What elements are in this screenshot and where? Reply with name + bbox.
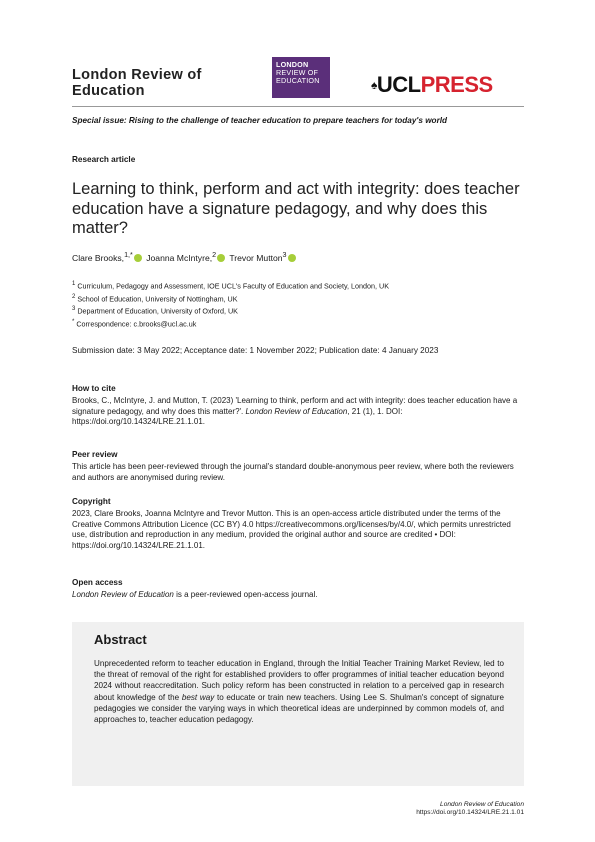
open-access-text: London Review of Education is a peer-reviewed open-access journal.: [72, 590, 318, 599]
author-affiliation-sup: 1,*: [124, 251, 133, 259]
abstract-heading: Abstract: [94, 632, 147, 647]
orcid-icon[interactable]: [217, 254, 225, 262]
orcid-icon[interactable]: [134, 254, 142, 262]
author-affiliation-sup: 3: [282, 251, 287, 259]
author-affiliation-sup: 2: [212, 251, 217, 259]
ucl-press-logo: [371, 73, 493, 97]
how-to-cite-text: Brooks, C., McIntyre, J. and Mutton, T. (2023) 'Learning to think, perform and act with integrity: does teacher education have a signature pedagogy, and why does this matter?'. London Review of Education, 21 (1), 1. DOI: https://doi.org/10.14324/LRE.21.1.01.: [72, 396, 518, 427]
author-name: Trevor Mutton: [229, 252, 283, 263]
journal-name-line1: London Review of: [72, 67, 202, 83]
correspondence[interactable]: * Correspondence: c.brooks@ucl.ac.uk: [72, 318, 197, 329]
article-title: Learning to think, perform and act with integrity: does teacher education have a signature pedagogy, and why does this matter?: [72, 180, 520, 237]
author-list: [72, 251, 298, 263]
lre-logo: [272, 57, 330, 98]
peer-review-text: This article has been peer-reviewed through the journal's standard double-anonymous peer review, where both the reviewers and authors are anonymised during review.: [72, 462, 514, 482]
author-name: Clare Brooks,: [72, 252, 125, 263]
lre-logo-line3: EDUCATION: [276, 76, 320, 85]
affiliation-item: $^1$ Curriculum, Pedagogy and Assessment, IOE UCL's Faculty of Education and Society, London, UK: [72, 281, 389, 291]
journal-title-italic: London Review of Education: [245, 406, 348, 416]
ucl-press-logo-press: PRESS: [420, 72, 493, 97]
journal-name-line2: Education: [72, 83, 145, 99]
affiliations: [72, 279, 389, 329]
journal-title-italic: London Review of Education: [72, 590, 174, 599]
copyright-heading: Copyright: [72, 497, 111, 506]
open-access-heading: Open access: [72, 578, 123, 587]
header-divider: [72, 106, 524, 107]
doi-link[interactable]: , 21 (1), 1. DOI: https://doi.org/10.14324/LRE.21.1.01.: [72, 406, 403, 427]
affiliation-item: $^2$ School of Education, University of Nottingham, UK: [72, 293, 238, 303]
special-issue: Special issue: Rising to the challenge of teacher education to prepare teachers for today's world: [72, 116, 448, 125]
footer-journal: London Review of Education: [440, 801, 524, 808]
abstract-text: Unprecedented reform to teacher education in England, through the Initial Teacher Training Market Review, led to the threat of removal of the right for established providers to offer programmes of initial teacher education beyond 2024 without reaccreditation. Such policy reform has been constructed in relation to a perceived gap in research about knowledge of the best way to educate or train new teachers. Using Lee S. Shulman's concept of signature pedagogies we consider the varying ways in which theoretical ideas are underpinned by common models of, and approaches to, teacher education pedagogy.: [94, 659, 504, 725]
author-name: Joanna McIntyre,: [146, 252, 213, 263]
affiliation-item: $^3$ Department of Education, University of Oxford, UK: [72, 306, 238, 316]
article-type: Research article: [72, 155, 136, 164]
lre-logo-line2: REVIEW OF: [276, 68, 319, 77]
publication-dates: Submission date: 3 May 2022; Acceptance date: 1 November 2022; Publication date: 4 January 2023: [72, 346, 439, 355]
peer-review-heading: Peer review: [72, 450, 118, 459]
copyright-text: 2023, Clare Brooks, Joanna McIntyre and Trevor Mutton. This is an open-access article distributed under the terms of the Creative Commons Attribution Licence (CC BY) 4.0 https://creativecommons.org/licenses/by/4.0/, which permits unrestricted use, distribution and reproduction in any medium, provided the original author and source are credited • DOI: https://doi.org/10.14324/LRE.21.1.01.: [72, 509, 511, 550]
ucl-press-logo-ucl: UCL: [376, 72, 421, 97]
how-to-cite-heading: How to cite: [72, 384, 116, 393]
emphasis-best-way: best way: [181, 692, 215, 702]
ucl-portico-icon: ♠: [371, 78, 377, 92]
footer-doi-link[interactable]: https://doi.org/10.14324/LRE.21.1.01: [416, 809, 524, 816]
orcid-icon[interactable]: [288, 254, 296, 262]
journal-name: [72, 67, 202, 99]
lre-logo-line1: LONDON: [276, 60, 309, 69]
